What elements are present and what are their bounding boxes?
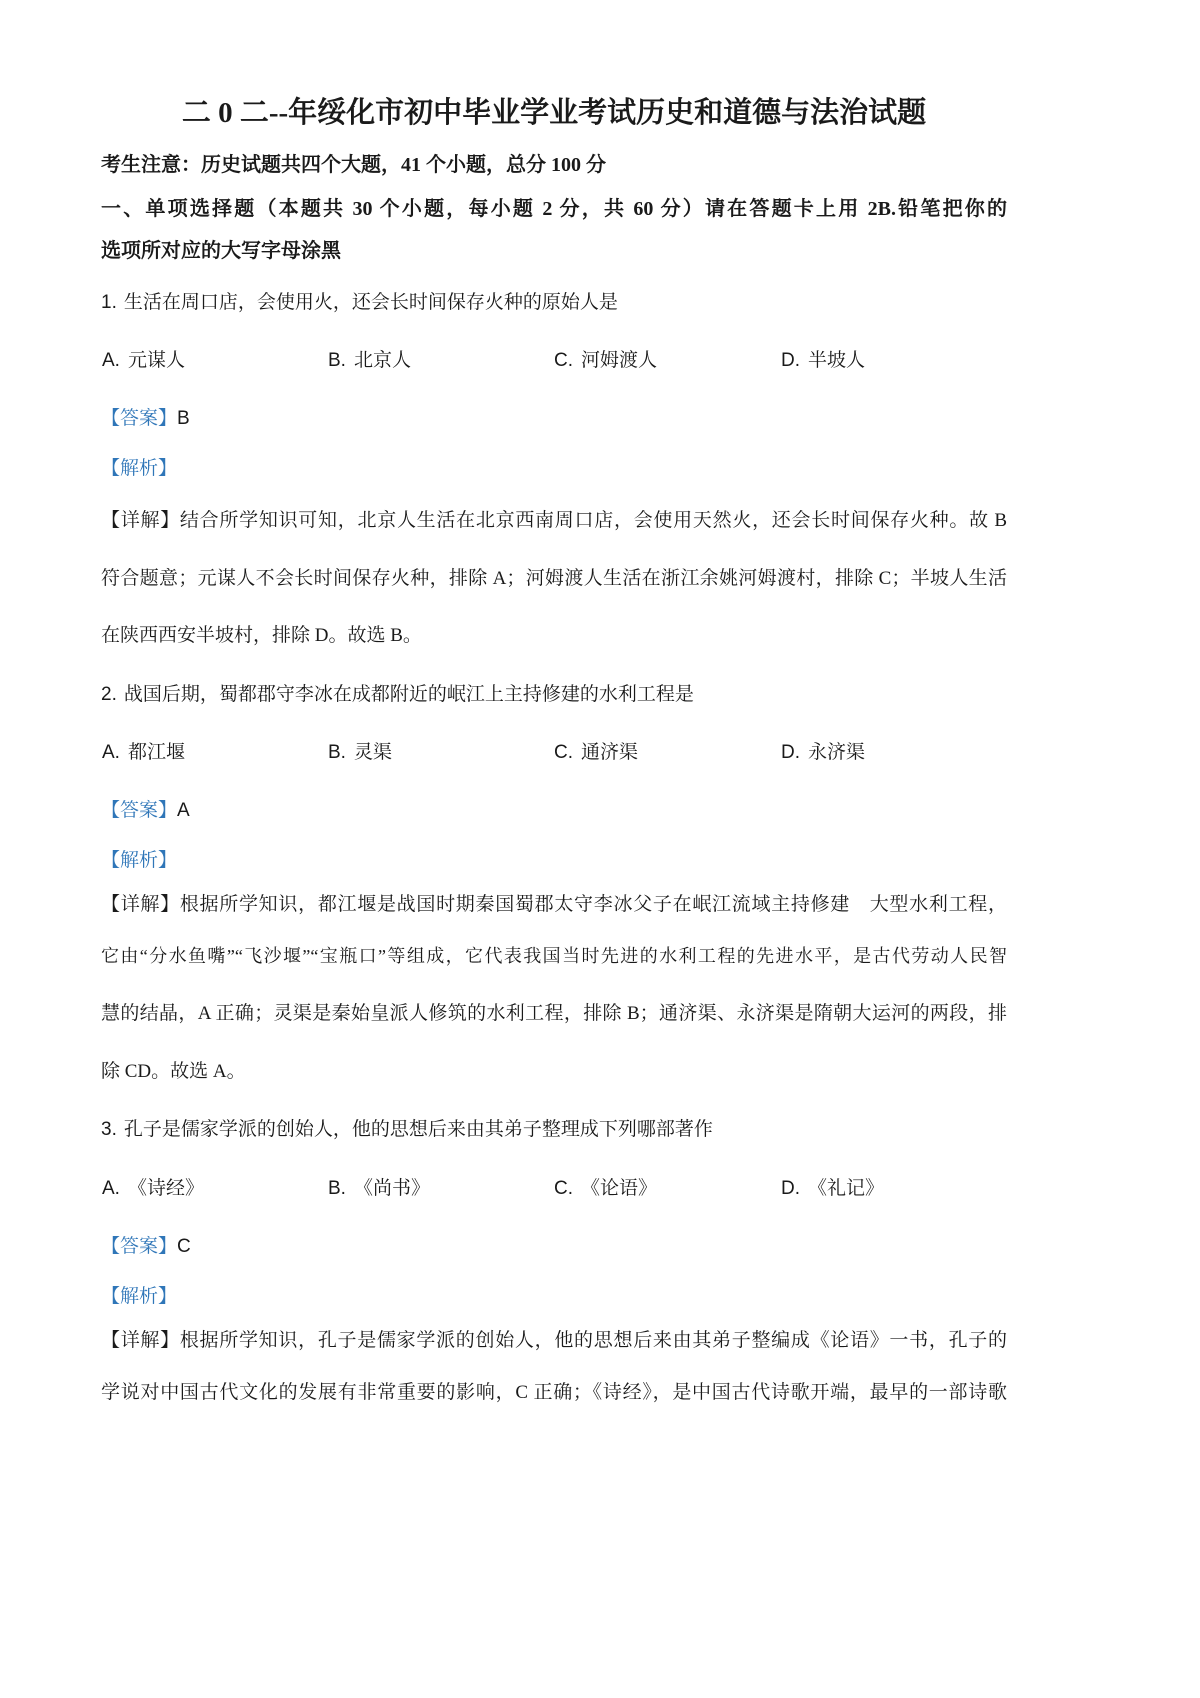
options-row	[101, 740, 1007, 766]
option-a	[102, 740, 185, 766]
question-stem	[101, 682, 694, 708]
option-letter: B.	[328, 742, 346, 763]
analysis-label: 【解析】	[101, 1286, 178, 1307]
option-text: 北京人	[353, 350, 411, 371]
option-text: 《论语》	[581, 1178, 658, 1199]
option-d	[781, 348, 865, 374]
option-text: 灵渠	[353, 742, 392, 763]
detail-line: 在陕西西安半坡村，排除 D。故选 B。	[101, 625, 422, 646]
option-c	[554, 348, 657, 374]
detail-line: 慧的结晶，A 正确；灵渠是秦始皇派人修筑的水利工程，排除 B；通济渠、永济渠是隋朝大运河的两段，排	[101, 1003, 1007, 1024]
analysis-label: 【解析】	[101, 850, 178, 871]
answer-line	[101, 406, 190, 432]
option-letter: B.	[328, 350, 346, 371]
question-number: 2.	[101, 684, 117, 705]
detail-line: 【详解】根据所学知识，孔子是儒家学派的创始人，他的思想后来由其弟子整编成《论语》一书，孔子的	[101, 1330, 1007, 1351]
answer-label: 【答案】	[101, 800, 178, 821]
option-c	[554, 1176, 657, 1202]
answer-line	[101, 798, 190, 824]
option-text: 通济渠	[581, 742, 639, 763]
detail-line: 学说对中国古代文化的发展有非常重要的影响，C 正确；《诗经》，是中国古代诗歌开端，最早的一部诗歌	[101, 1382, 1007, 1403]
option-letter: A.	[102, 1178, 120, 1199]
option-text: 半坡人	[808, 350, 866, 371]
option-text: 河姆渡人	[581, 350, 658, 371]
answer-value: C	[177, 1236, 191, 1257]
option-text: 《诗经》	[127, 1178, 204, 1199]
section-heading-line-2: 选项所对应的大写字母涂黑	[101, 240, 341, 262]
option-c	[554, 740, 638, 766]
question-text: 战国后期，蜀都郡守李冰在成都附近的岷江上主持修建的水利工程是	[123, 684, 694, 705]
question-number: 1.	[101, 292, 117, 313]
question-text: 孔子是儒家学派的创始人，他的思想后来由其弟子整理成下列哪部著作	[123, 1119, 713, 1140]
question-text: 生活在周口店，会使用火，还会长时间保存火种的原始人是	[123, 292, 618, 313]
option-d	[781, 1176, 884, 1202]
question-stem	[101, 290, 618, 316]
section-heading-line-1: 一、单项选择题（本题共 30 个小题，每小题 2 分，共 60 分）请在答题卡上用 2B.铅笔把你的	[101, 198, 1007, 220]
option-text: 永济渠	[808, 742, 866, 763]
question-stem	[101, 1117, 713, 1143]
page-title: 二 0 二--年绥化市初中毕业学业考试历史和道德与法治试题	[181, 97, 927, 129]
analysis-label: 【解析】	[101, 458, 178, 479]
answer-label: 【答案】	[101, 408, 178, 429]
option-letter: A.	[102, 742, 120, 763]
detail-line: 【详解】结合所学知识可知，北京人生活在北京西南周口店，会使用天然火，还会长时间保存火种。故 B	[101, 510, 1007, 531]
option-letter: C.	[554, 350, 573, 371]
option-letter: D.	[781, 742, 800, 763]
option-letter: C.	[554, 1178, 573, 1199]
detail-line: 符合题意；元谋人不会长时间保存火种，排除 A；河姆渡人生活在浙江余姚河姆渡村，排除 C；半坡人生活	[101, 568, 1007, 589]
option-letter: D.	[781, 350, 800, 371]
answer-value: A	[177, 800, 190, 821]
option-b	[328, 1176, 430, 1202]
option-d	[781, 740, 865, 766]
options-row	[101, 1176, 1007, 1202]
option-text: 《礼记》	[808, 1178, 885, 1199]
exam-notice: 考生注意：历史试题共四个大题，41 个小题，总分 100 分	[101, 154, 606, 176]
option-text: 都江堰	[127, 742, 185, 763]
answer-line	[101, 1234, 191, 1260]
option-letter: A.	[102, 350, 120, 371]
question-number: 3.	[101, 1119, 117, 1140]
option-letter: C.	[554, 742, 573, 763]
options-row	[101, 348, 1007, 374]
option-a	[102, 348, 185, 374]
option-letter: D.	[781, 1178, 800, 1199]
answer-label: 【答案】	[101, 1236, 178, 1257]
option-letter: B.	[328, 1178, 346, 1199]
detail-line: 【详解】根据所学知识，都江堰是战国时期秦国蜀郡太守李冰父子在岷江流域主持修建 大型水利工程，	[101, 894, 1007, 915]
detail-line: 它由“分水鱼嘴”“飞沙堰”“宝瓶口”等组成，它代表我国当时先进的水利工程的先进水平，是古代劳动人民智	[101, 946, 1007, 966]
option-text: 元谋人	[127, 350, 185, 371]
option-a	[102, 1176, 204, 1202]
detail-line: 除 CD。故选 A。	[101, 1061, 246, 1082]
option-text: 《尚书》	[353, 1178, 430, 1199]
option-b	[328, 348, 411, 374]
option-b	[328, 740, 392, 766]
answer-value: B	[177, 408, 190, 429]
